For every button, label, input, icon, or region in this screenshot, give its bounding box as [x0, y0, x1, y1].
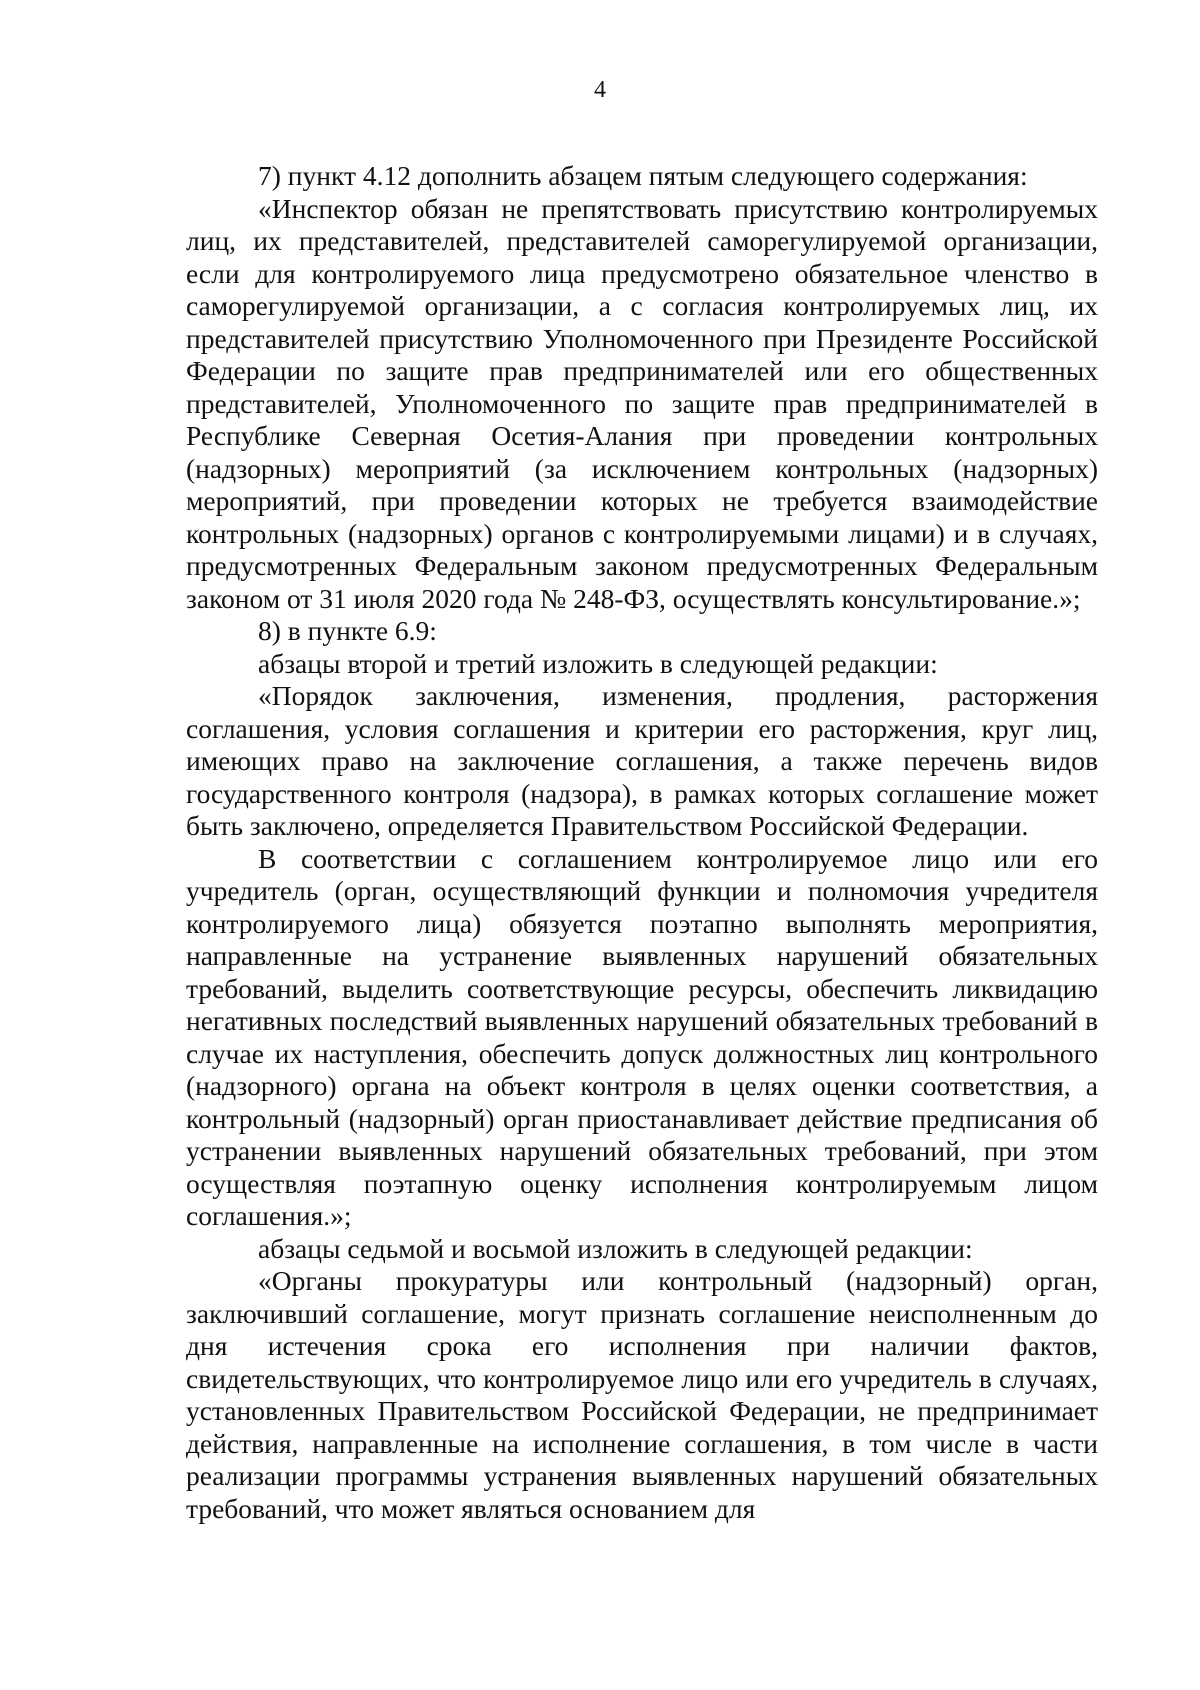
paragraph-abzats-7-8: абзацы седьмой и восьмой изложить в следующей редакции:: [258, 1232, 973, 1264]
paragraph-agreement-terms: В соответствии с соглашением контролируемое лицо или его учредитель (орган, осуществляющий функции и полномочия учредителя контролируемого лица) обязуется поэтапно выполнять мероприятия, направленные на устранение выявленных нарушений обязательных требований, выделить соответствующие ресурсы, обеспечить ликвидацию негативных последствий выявленных нарушений обязательных требований в случае их наступления, обеспечить допуск должностных лиц контрольного (надзорного) органа на объект контроля в целях оценки соответствия, а контрольный (надзорный) орган приостанавливает действие предписания об устранении выявленных нарушений обязательных требований, при этом осуществляя поэтапную оценку исполнения контролируемым лицом соглашения.»;: [186, 842, 1098, 1231]
page-number: 4: [594, 77, 606, 103]
paragraph-prosecution-quote: «Органы прокуратуры или контрольный (надзорный) орган, заключивший соглашение, могут признать соглашение неисполненным до дня истечения срока его исполнения при наличии фактов, свидетельствующих, что контролируемое лицо или его учредитель в случаях, установленных Правительством Российской Федерации, не предпринимает действия, направленные на исполнение соглашения, в том числе в части реализации программы устранения выявленных нарушений обязательных требований, что может являться основанием для: [186, 1265, 1098, 1524]
paragraph-item-7: 7) пункт 4.12 дополнить абзацем пятым следующего содержания:: [258, 160, 1028, 191]
paragraph-abzats-2-3: абзацы второй и третий изложить в следующей редакции:: [258, 647, 938, 679]
paragraph-poryadok-quote: «Порядок заключения, изменения, продления, расторжения соглашения, условия соглашения и критерии его расторжения, круг лиц, имеющих право на заключение соглашения, а также перечень видов государственного контроля (надзора), в рамках которых соглашение может быть заключено, определяется Правительством Российской Федерации.: [186, 680, 1098, 841]
document-body: [186, 160, 1098, 1525]
paragraph-item-8: 8) в пункте 6.9:: [258, 615, 437, 646]
paragraph-inspector-quote: «Инспектор обязан не препятствовать присутствию контролируемых лиц, их представителей, представителей саморегулируемой организации, если для контролируемого лица предусмотрено обязательное членство в саморегулируемой организации, а с согласия контролируемых лиц, их представителей присутствию Уполномоченного при Президенте Российской Федерации по защите прав предпринимателей или его общественных представителей, Уполномоченного по защите прав предпринимателей в Республике Северная Осетия-Алания при проведении контрольных (надзорных) мероприятий (за исключением контрольных (надзорных) мероприятий, при проведении которых не требуется взаимодействие контрольных (надзорных) органов с контролируемыми лицами) и в случаях, предусмотренных Федеральным законом предусмотренных Федеральным законом от 31 июля 2020 года № 248-ФЗ, осуществлять консультирование.»;: [186, 192, 1098, 614]
